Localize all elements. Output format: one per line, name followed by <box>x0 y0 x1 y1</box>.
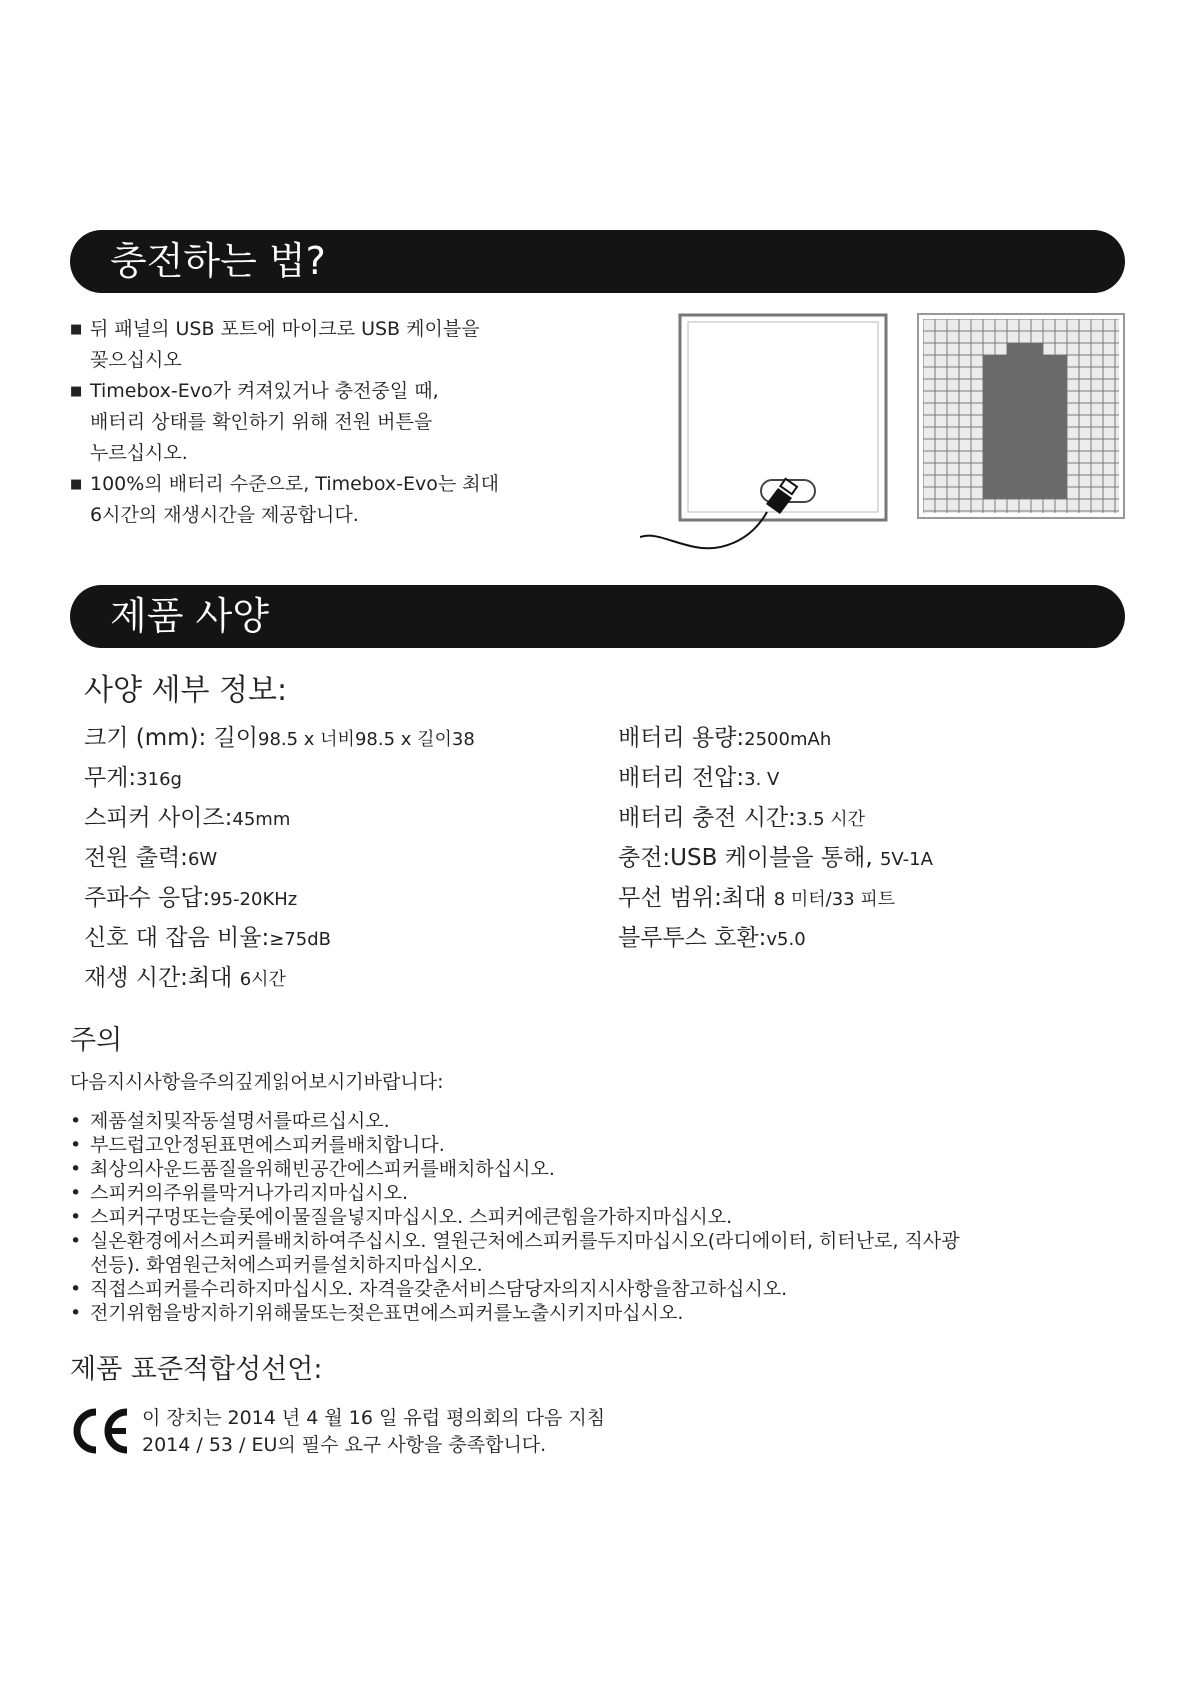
list-item: • 실온환경에서스피커를배치하여주십시오. 열원근처에스피커를두지마십시오(라디에이터, 히터난로, 직사광선등). 화염원근처에스피커를설치하지마십시오. <box>70 1229 970 1277</box>
square-bullet-icon: ■ <box>70 477 83 492</box>
list-item: 배터리 상태를 확인하기 위해 전원 버튼을 <box>90 411 433 433</box>
spec-row: 무게:316g <box>84 765 182 791</box>
spec-row: 충전:USB 케이블을 통해, 5V-1A <box>618 845 933 871</box>
list-item: • 부드럽고안정된표면에스피커를배치합니다. <box>70 1133 1130 1157</box>
spec-row: 배터리 용량:2500mAh <box>618 725 832 751</box>
spec-row: 크기 (mm): 길이98.5 x 너비98.5 x 길이38 <box>84 725 475 751</box>
charging-banner <box>70 230 1125 293</box>
spec-row: 배터리 전압:3. V <box>618 765 780 791</box>
spec-row: 전원 출력:6W <box>84 845 218 871</box>
list-item: • 스피커의주위를막거나가리지마십시오. <box>70 1181 1130 1205</box>
caution-title: 주의 <box>70 1025 123 1056</box>
list-item: ■ 뒤 패널의 USB 포트에 마이크로 USB 케이블을 <box>70 314 499 345</box>
list-item: • 스피커구멍또는슬롯에이물질을넣지마십시오. 스피커에큰힘을가하지마십시오. <box>70 1205 1130 1229</box>
spec-row: 블루투스 호환:v5.0 <box>618 925 806 951</box>
caution-list <box>70 1109 1130 1325</box>
list-item: 꽂으십시오 <box>90 349 182 371</box>
compliance-title: 제품 표준적합성선언: <box>70 1354 323 1385</box>
caution-intro: 다음지시사항을주의깊게읽어보시기바랍니다: <box>70 1071 444 1093</box>
spec-row: 배터리 충전 시간:3.5 시간 <box>618 805 866 831</box>
ce-mark-icon <box>70 1406 132 1456</box>
spec-title: 제품 사양 <box>110 594 269 638</box>
compliance-declaration: 이 장치는 2014 년 4 월 16 일 유럽 평의회의 다음 지침 2014 / 53 / EU의 필수 요구 사항을 충족합니다. <box>142 1407 606 1456</box>
spec-row: 스피커 사이즈:45mm <box>84 805 291 831</box>
spec-row: 주파수 응답:95-20KHz <box>84 885 298 911</box>
spec-right-column <box>618 718 933 958</box>
list-item: • 전기위험을방지하기위해물또는젖은표면에스피커를노출시키지마십시오. <box>70 1301 1130 1325</box>
square-bullet-icon: ■ <box>70 322 83 337</box>
list-item: 누르십시오. <box>90 442 188 464</box>
spec-row: 신호 대 잡음 비율:≥75dB <box>84 925 331 951</box>
charging-bullets <box>70 314 499 531</box>
spec-left-column <box>84 718 475 998</box>
spec-row: 무선 범위:최대 8 미터/33 피트 <box>618 885 896 911</box>
list-item: ■ 100%의 배터리 수준으로, Timebox-Evo는 최대 <box>70 469 499 500</box>
spec-banner <box>70 585 1125 648</box>
charging-title: 충전하는 법? <box>110 239 326 283</box>
spec-row: 재생 시간:최대 6시간 <box>84 965 286 991</box>
list-item: ■ Timebox-Evo가 켜져있거나 충전중일 때, <box>70 376 499 407</box>
list-item: • 직접스피커를수리하지마십시오. 자격을갖춘서비스담당자의지시사항을참고하십시오. <box>70 1277 1130 1301</box>
list-item: 6시간의 재생시간을 제공합니다. <box>90 504 359 526</box>
list-item: • 최상의사운드품질을위해빈공간에스피커를배치하십시오. <box>70 1157 1130 1181</box>
back-panel-usb-illustration <box>640 312 900 562</box>
square-bullet-icon: ■ <box>70 384 83 399</box>
list-item: • 제품설치및작동설명서를따르십시오. <box>70 1109 1130 1133</box>
battery-pixel-display-illustration <box>917 313 1125 519</box>
spec-subtitle: 사양 세부 정보: <box>84 673 288 708</box>
